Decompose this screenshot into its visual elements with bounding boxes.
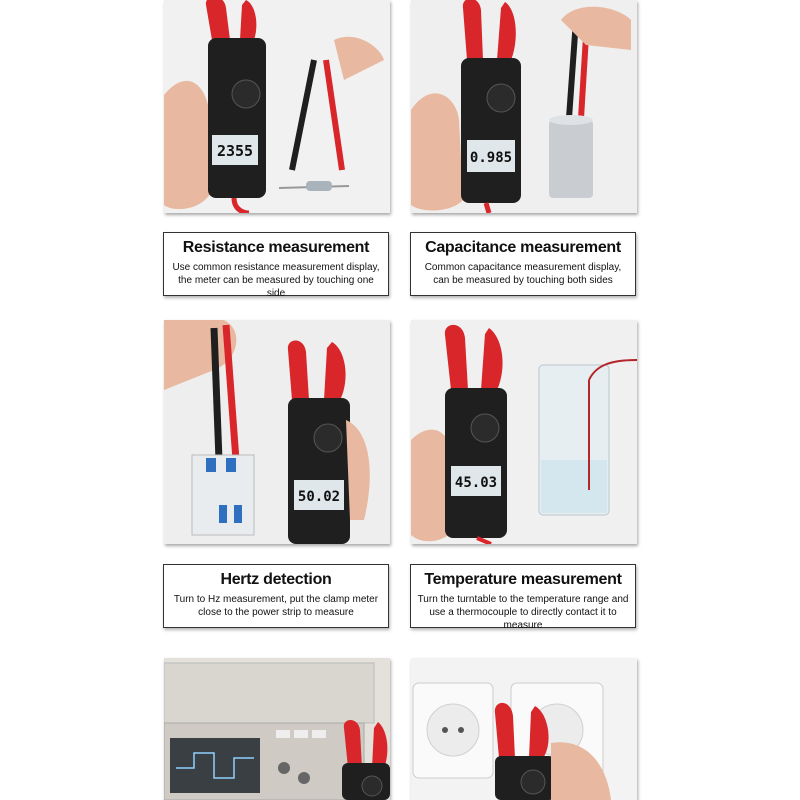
hertz-photo (164, 320, 390, 544)
caption-card-resistance (163, 232, 389, 299)
card-title: Temperature measurement (424, 571, 622, 588)
lcd-reading: 45.03 (454, 475, 498, 491)
caption-card-temperature (410, 564, 636, 631)
capacitance-photo (411, 0, 637, 213)
capacitor-icon (549, 115, 593, 198)
card-description: Use common resistance measurement display, the meter can be measured by touching one side (172, 262, 380, 299)
card-title: Capacitance measurement (425, 239, 621, 256)
card-description: Turn the turntable to the temperature range and use a thermocouple to directly contact it to measure (417, 594, 629, 631)
caption-card-hertz (163, 564, 389, 628)
wall-socket-photo (411, 658, 637, 800)
card-description: Turn to Hz measurement, put the clamp meter close to the power strip to measure (173, 594, 379, 618)
function-generator-photo (164, 658, 390, 800)
lcd-reading: 50.02 (297, 489, 341, 505)
lcd-reading: 2355 (216, 142, 254, 160)
temperature-photo (411, 320, 637, 544)
card-title: Hertz detection (220, 571, 332, 588)
circuit-breaker-icon (192, 455, 254, 535)
lcd-reading: 0.985 (469, 150, 513, 166)
card-description: Common capacitance measurement display, can be measured by touching both sides (424, 262, 622, 286)
card-title: Resistance measurement (182, 239, 370, 256)
resistance-photo (164, 0, 390, 213)
caption-card-capacitance (410, 232, 636, 296)
